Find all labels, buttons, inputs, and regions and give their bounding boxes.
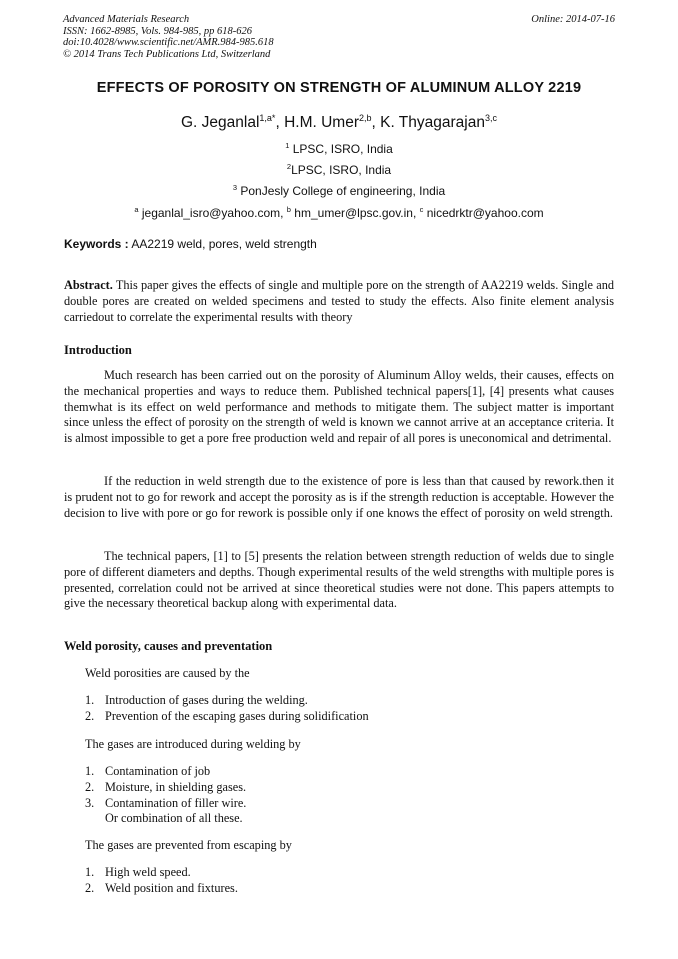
list-number: 2.: [85, 779, 95, 794]
author-separator: ,: [275, 114, 285, 132]
list-item: [85, 780, 246, 796]
causes-list: [85, 693, 369, 725]
affiliation-text: LPSC, ISRO, India: [289, 142, 393, 156]
affiliation-sup: 3: [232, 183, 238, 192]
list-text: Contamination of job: [105, 764, 211, 778]
author-name: G. Jeganlal: [181, 114, 260, 132]
list-text: Moisture, in shielding gases.: [105, 779, 247, 794]
email-sup: c: [419, 205, 424, 214]
list-item: [85, 693, 369, 709]
paper-title: EFFECTS OF POROSITY ON STRENGTH OF ALUMINUM ALLOY 2219: [96, 80, 582, 96]
journal-header: [63, 14, 274, 60]
author-name: K. Thyagarajan: [380, 114, 485, 132]
affiliation-text: PonJesly College of engineering, India: [237, 184, 446, 198]
abstract-text: This paper gives the effects of single and multiple pore on the strength of AA2219 welds. Single and double pores are created on welded specimens and tested to study the effects. Also finite element analysis carriedout to correlate the experimental results with theory: [64, 278, 614, 324]
causes-intro: Weld porosities are caused by the: [85, 666, 250, 680]
author-sup: 3,c: [484, 113, 497, 123]
list-text: Or combination of all these.: [105, 811, 243, 826]
affiliation-3: [0, 183, 678, 198]
author-list: [0, 113, 678, 132]
intro-paragraph-3: The technical papers, [1] to [5] presents the relation between strength reduction of welds due to single pore of different diameters and depths. Though experimental results of the weld strengths with multiple pores is presented, correlation could not be arrived at since theoretical studies were not done. This papers attempts to give the necessary theoretical backup along with experimental data.: [64, 549, 614, 611]
keywords-label: Keywords :: [64, 237, 129, 251]
keywords-line: [64, 237, 317, 251]
affiliation-sup: 1: [285, 141, 290, 150]
list-text: Prevention of the escaping gases during solidification: [105, 708, 369, 723]
email-sup: a: [134, 205, 139, 214]
intro-paragraph-2: If the reduction in weld strength due to the existence of pore is less than that caused by rework.then it is prudent not to go for rework and accept the porosity as is if the strength reduction is acceptable. However the decision to live with pore or go for rework is possible only if one knows the effect of porosity on weld strength.: [64, 474, 614, 520]
list-number: 2.: [85, 708, 95, 723]
email-sup: b: [286, 205, 291, 214]
sources-intro: The gases are introduced during welding by: [85, 737, 301, 751]
author-name: H.M. Umer: [284, 114, 359, 132]
copyright-line: © 2014 Trans Tech Publications Ltd, Switzerland: [63, 48, 271, 60]
keywords-text: AA2219 weld, pores, weld strength: [128, 237, 317, 251]
list-item: [85, 709, 369, 725]
abstract-paragraph: [64, 278, 614, 325]
list-item: [85, 796, 246, 812]
email-a: jeganlal_isro@yahoo.com,: [138, 206, 287, 220]
online-date: Online: 2014-07-16: [531, 14, 615, 25]
author-sup: 1,a*: [259, 113, 276, 123]
intro-paragraph-1: Much research has been carried out on the porosity of Aluminum Alloy welds, their causes, effects on the mechanical properties and ways to reduce them. Published technical papers[1], [4] presents what causes themwhat is its effect on weld performance and methods to mitigate them. The subject matter is important since unless the effect of porosity on the strength of weld is known we cannot arrive at an acceptance criteria. It is almost impossible to get a pore free production weld and repair of all pores is uneconomical and detrimental.: [64, 368, 614, 446]
list-number: 2.: [85, 880, 95, 895]
abstract-label: Abstract.: [64, 278, 113, 292]
author-separator: ,: [371, 114, 381, 132]
email-b: hm_umer@lpsc.gov.in,: [290, 206, 420, 220]
affiliation-2: [0, 162, 678, 177]
issn-line: ISSN: 1662-8985, Vols. 984-985, pp 618-626: [63, 25, 252, 37]
list-number: 3.: [85, 795, 95, 810]
prevent-intro: The gases are prevented from escaping by: [85, 838, 292, 852]
list-number: 1.: [85, 865, 95, 879]
list-text: Contamination of filler wire.: [105, 795, 247, 810]
list-text: High weld speed.: [105, 865, 191, 879]
list-text: Weld position and fixtures.: [105, 880, 238, 895]
email-c: nicedrktr@yahoo.com: [423, 206, 544, 220]
section-heading-weld-porosity: Weld porosity, causes and preventation: [64, 639, 273, 653]
list-item: [85, 764, 246, 780]
author-sup: 2,b: [358, 113, 372, 123]
journal-name: Advanced Materials Research: [63, 14, 190, 25]
list-number: 1.: [85, 764, 95, 778]
list-item: [85, 881, 238, 897]
list-item: [85, 865, 238, 881]
list-number: 1.: [85, 693, 95, 707]
list-item: [85, 811, 246, 827]
affiliation-sup: 2: [286, 162, 292, 171]
sources-list: [85, 764, 246, 827]
doi-line: doi:10.4028/www.scientific.net/AMR.984-985.618: [63, 37, 274, 48]
list-text: Introduction of gases during the welding.: [105, 693, 308, 707]
email-line: [0, 205, 678, 220]
affiliation-1: [0, 141, 678, 156]
affiliation-text: LPSC, ISRO, India: [291, 163, 392, 177]
prevent-list: [85, 865, 238, 897]
section-heading-introduction: Introduction: [64, 343, 132, 357]
